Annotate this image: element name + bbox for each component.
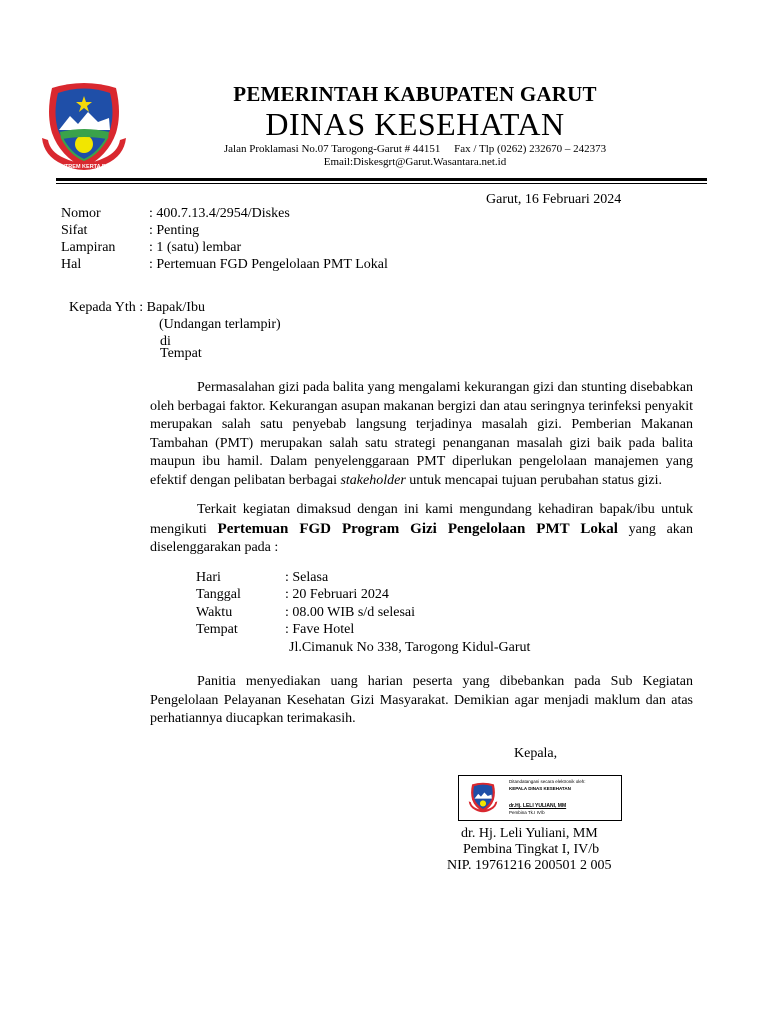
stakeholder-term: stakeholder	[340, 472, 406, 488]
paragraph-3	[150, 673, 693, 729]
event-title: Pertemuan FGD Program Gizi Pengelolaan PMT Lokal	[217, 520, 618, 537]
letterhead-divider-thin	[56, 183, 707, 184]
paragraph-1-tail: untuk mencapai tujuan perubahan status gizi.	[409, 472, 663, 488]
detail-value: : 20 Februari 2024	[285, 587, 389, 602]
paragraph-1	[150, 379, 693, 490]
address-line: Jalan Proklamasi No.07 Tarogong-Garut # 44151 Fax / Tlp (0262) 232670 – 242373	[223, 143, 607, 155]
detail-label: Tempat	[196, 622, 238, 637]
meta-value: : Penting	[149, 223, 200, 238]
stamp-office: KEPALA DINAS KESEHATAN	[509, 786, 571, 791]
paragraph-3-text: Panitia menyediakan uang harian peserta yang dibebankan pada Sub Kegiatan Pengelolaan Pelayanan Kesehatan Gizi Masyarakat. Demikian agar menjadi maklum dan atas perhatiannya diucapkan terimakasih.	[150, 674, 693, 726]
venue-address: Jl.Cimanuk No 338, Tarogong Kidul-Garut	[289, 640, 531, 655]
meta-value: : Pertemuan FGD Pengelolaan PMT Lokal	[149, 257, 388, 272]
detail-label: Waktu	[196, 605, 233, 620]
signature-title: Kepala,	[514, 746, 558, 761]
paragraph-1-text: Permasalahan gizi pada balita yang mengalami kekurangan gizi dan stunting disebabkan oleh berbagai faktor. Kekurangan asupan makanan bergizi dan atau seringnya terinfeksi penyakit merupakan salah satu penyebab langsung terjadinya masalah gizi. Pemberian Makanan Tambahan (PMT) merupakan salah satu strategi penanganan masalah gizi baik pada balita maupun ibu hamil. Dalam penyelenggaraan PMT diperlukan pengelolaan manajemen yang efektif dengan pelibatan berbagai	[150, 380, 693, 488]
letter-date: Garut, 16 Februari 2024	[486, 192, 622, 207]
signer-name: dr. Hj. Leli Yuliani, MM	[461, 826, 598, 841]
logo-motto: TATA TENTREM KERTA RAHARJA	[39, 164, 129, 170]
signer-nip: NIP. 19761216 200501 2 005	[447, 858, 612, 873]
stamp-caption: Ditandatangani secara elektronik oleh:	[509, 779, 586, 784]
recipient-di: di	[160, 334, 171, 349]
stamp-signer: dr.Hj. LELI YULIANI, MM	[509, 803, 567, 809]
detail-label: Hari	[196, 570, 221, 585]
meta-label: Nomor	[61, 206, 101, 221]
stamp-logo-icon	[466, 781, 500, 815]
signer-rank: Pembina Tingkat I, IV/b	[463, 842, 600, 857]
detail-value: : Fave Hotel	[285, 622, 355, 637]
meta-label: Sifat	[61, 223, 88, 238]
meta-label: Lampiran	[61, 240, 116, 255]
recipient-line: Kepada Yth : Bapak/Ibu	[69, 300, 205, 315]
meta-value: : 400.7.13.4/2954/Diskes	[149, 206, 290, 221]
stamp-rank: Pembina Tk.I IV/b	[509, 810, 545, 815]
department-name: DINAS KESEHATAN	[265, 106, 565, 142]
e-signature-stamp	[458, 775, 622, 821]
paragraph-2	[150, 501, 697, 558]
meta-value: : 1 (satu) lembar	[149, 240, 242, 255]
government-name: PEMERINTAH KABUPATEN GARUT	[233, 82, 597, 106]
letterhead-divider	[56, 178, 707, 181]
email-line: Email:Diskesgrt@Garut.Wasantara.net.id	[323, 156, 507, 168]
paragraph-2-text: Terkait kegiatan dimaksud dengan ini kami mengundang kehadiran bapak/ibu untuk mengikuti	[150, 502, 693, 537]
detail-value: : 08.00 WIB s/d selesai	[285, 605, 416, 620]
detail-value: : Selasa	[285, 570, 329, 585]
recipient-place: Tempat	[160, 346, 202, 361]
garut-logo	[38, 78, 130, 178]
detail-label: Tanggal	[196, 587, 241, 602]
paragraph-2-tail: yang akan diselenggarakan pada :	[150, 521, 697, 555]
meta-label: Hal	[61, 257, 82, 272]
recipient-note: (Undangan terlampir)	[159, 317, 281, 332]
